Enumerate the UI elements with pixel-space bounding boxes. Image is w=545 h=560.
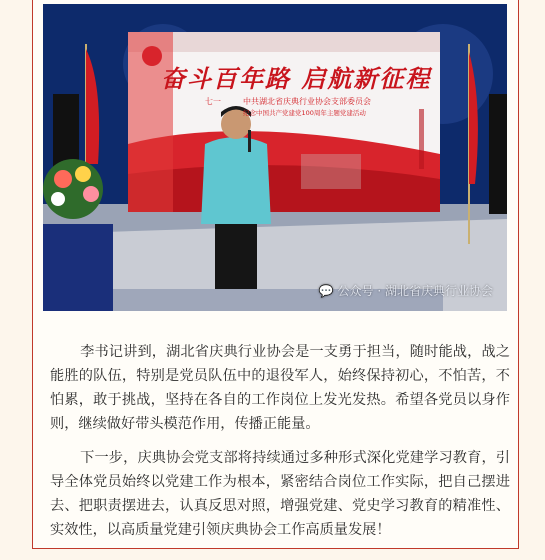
wechat-icon: 💬 — [318, 284, 338, 298]
paragraph-2: 下一步，庆典协会党支部将持续通过多种形式深化党建学习教育，引导全体党员始终以党建工作为根本，紧密结合岗位工作实际，把自己摆进去、把职责摆进去，认真反思对照，增强党建、党史学习教育的精准性、实效性，以高质量党建引领庆典协会工作高质量发展！ — [50, 450, 510, 538]
banner-date: 七一 — [205, 97, 221, 106]
banner-subtitle-2: 纪念中国共产党建党100周年主题党建活动 — [243, 109, 366, 117]
event-scene — [43, 4, 507, 311]
banner-title: 奋斗百年路 启航新征程 — [161, 64, 432, 93]
event-photo — [43, 4, 507, 311]
banner-subtitle-1: 中共湖北省庆典行业协会支部委员会 — [243, 97, 371, 106]
watermark: 💬 公众号 · 湖北省庆典行业协会 — [318, 284, 493, 298]
paragraph-1: 李书记讲到，湖北省庆典行业协会是一支勇于担当，随时能战，战之能胜的队伍，特别是党员队伍中的退役军人，始终保持初心，不怕苦，不怕累，敢于挑战，坚持在各自的工作岗位上发光发热。希望各党员以身作则，继续做好带头模范作用，传播正能量。 — [50, 344, 510, 432]
